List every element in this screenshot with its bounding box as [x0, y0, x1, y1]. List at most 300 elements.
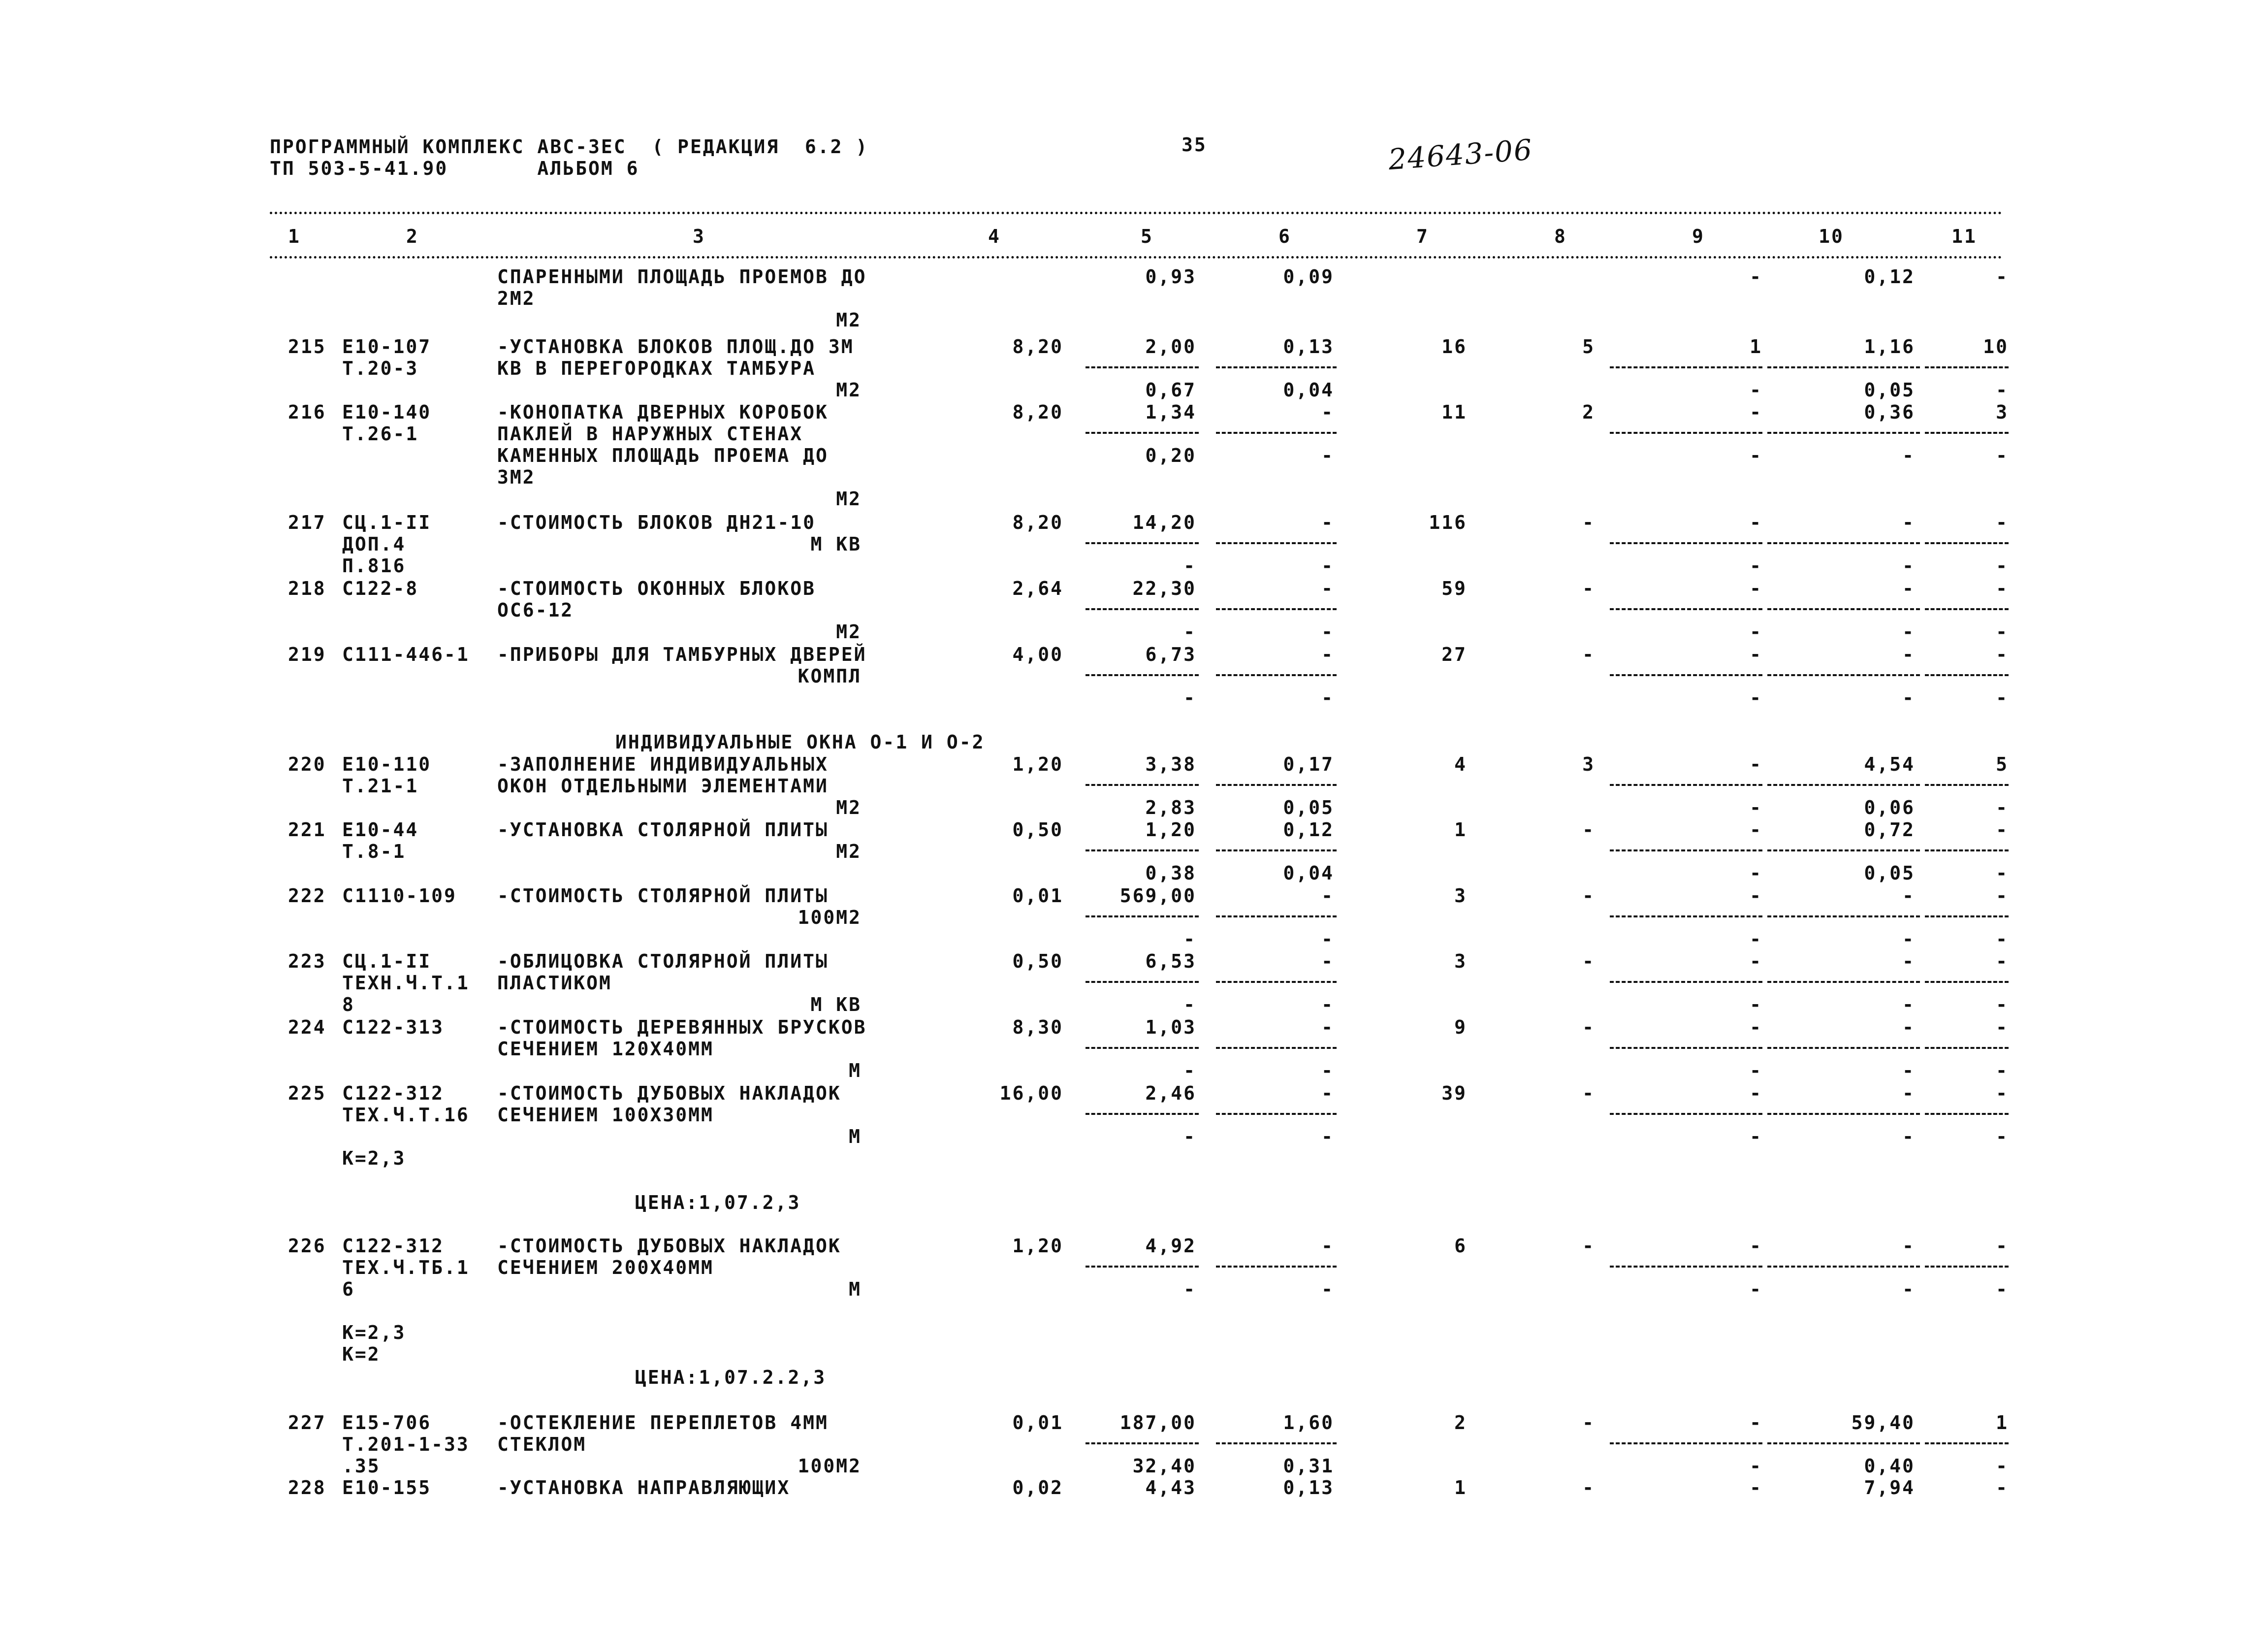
value-col-10-lower: - [1902, 1060, 1915, 1081]
page-number: 35 [1182, 134, 1207, 156]
entry-number: 221 [288, 819, 326, 841]
value-col-5: 569,00 [1119, 885, 1196, 907]
work-description: СТЕКЛОМ [497, 1434, 587, 1455]
value-col-5-lower: 0,20 [1145, 445, 1196, 466]
entry-number: 216 [288, 401, 326, 423]
value-col-10-lower: 0,05 [1864, 862, 1915, 884]
norm-code: Е10-110 [342, 753, 432, 775]
value-col-7: 16 [1441, 336, 1467, 358]
price-note: ЦЕНА:1,07.2.2,3 [635, 1367, 827, 1388]
value-col-10: - [1902, 1235, 1915, 1257]
value-col-9: - [1750, 1477, 1762, 1499]
value-col-7: 3 [1454, 950, 1467, 972]
work-description: ОС6-12 [497, 599, 574, 621]
value-col-7: 9 [1454, 1016, 1467, 1038]
value-col-10-lower: - [1902, 1126, 1915, 1147]
separator-col-5 [1086, 542, 1199, 544]
value-col-4: 4,00 [1012, 644, 1063, 665]
value-col-6: - [1321, 1016, 1334, 1038]
separator-col-10 [1767, 1266, 1920, 1268]
value-col-5-lower: 2,83 [1145, 797, 1196, 818]
value-col-4: 0,50 [1012, 819, 1063, 841]
value-col-5: 1,03 [1145, 1016, 1196, 1038]
value-col-9: - [1750, 401, 1762, 423]
section-title: ИНДИВИДУАЛЬНЫЕ ОКНА О-1 И О-2 [615, 731, 985, 753]
value-col-10: 0,36 [1864, 401, 1915, 423]
value-col-8: - [1582, 644, 1595, 665]
work-description: СЕЧЕНИЕМ 100Х30ММ [497, 1104, 714, 1126]
value-col-11: - [1996, 819, 2009, 841]
norm-code: ТЕХН.Ч.Т.1 [342, 972, 470, 994]
value-col-11: 10 [1983, 336, 2009, 358]
work-description: ПЛАСТИКОМ [497, 972, 612, 994]
value-col-5: 22,30 [1132, 578, 1196, 599]
separator-col-9 [1610, 1047, 1762, 1049]
value-col-7: 6 [1454, 1235, 1467, 1257]
separator-col-9 [1610, 366, 1762, 368]
separator-col-9 [1610, 608, 1762, 610]
separator-col-11 [1925, 542, 2009, 544]
value-col-6: - [1321, 1082, 1334, 1104]
value-col-9-lower: - [1750, 1060, 1762, 1081]
value-col-5: 1,20 [1145, 819, 1196, 841]
value-col-5-lower: - [1183, 621, 1196, 643]
value-col-11: - [1996, 950, 2009, 972]
norm-code: С122-8 [342, 578, 419, 599]
value-col-6-lower: 0,05 [1283, 797, 1334, 818]
value-col-5: 2,00 [1145, 336, 1196, 358]
unit: М КВ [810, 533, 862, 555]
separator-col-6 [1216, 1113, 1337, 1115]
separator-col-9 [1610, 981, 1762, 983]
separator-col-5 [1086, 915, 1199, 917]
norm-code: Т.201-1-33 [342, 1434, 470, 1455]
separator-col-10 [1767, 608, 1920, 610]
separator-col-9 [1610, 542, 1762, 544]
value-col-9: - [1750, 753, 1762, 775]
coefficient-note: К=2,3 [342, 1147, 406, 1169]
value-col-10: 7,94 [1864, 1477, 1915, 1499]
value-col-9-lower: - [1750, 1126, 1762, 1147]
value-col-10-lower: - [1902, 687, 1915, 709]
value-col-5-lower: - [1183, 1126, 1196, 1147]
norm-code: Е15-706 [342, 1412, 432, 1434]
separator-col-11 [1925, 981, 2009, 983]
separator-col-10 [1767, 366, 1920, 368]
separator-col-11 [1925, 608, 2009, 610]
column-header-11: 11 [1951, 226, 1977, 247]
separator-col-9 [1610, 915, 1762, 917]
work-description: -СТОИМОСТЬ ДУБОВЫХ НАКЛАДОК [497, 1235, 841, 1257]
separator-col-11 [1925, 432, 2009, 434]
value-col-7: 3 [1454, 885, 1467, 907]
value-col-5: 187,00 [1119, 1412, 1196, 1434]
separator-col-11 [1925, 1047, 2009, 1049]
unit: М [849, 1060, 862, 1081]
value-col-8: - [1582, 1412, 1595, 1434]
value-col-10: - [1902, 1016, 1915, 1038]
value-col-10: 0,12 [1864, 266, 1915, 288]
value-col-6: 1,60 [1283, 1412, 1334, 1434]
work-description: -ПРИБОРЫ ДЛЯ ТАМБУРНЫХ ДВЕРЕЙ [497, 644, 867, 665]
separator-col-10 [1767, 915, 1920, 917]
value-col-10: 0,72 [1864, 819, 1915, 841]
separator-col-9 [1610, 849, 1762, 851]
separator-col-10 [1767, 674, 1920, 676]
entry-number: 226 [288, 1235, 326, 1257]
coefficient-note: К=2,3 [342, 1322, 406, 1343]
value-col-9-lower: - [1750, 1278, 1762, 1300]
work-description: -КОНОПАТКА ДВЕРНЫХ КОРОБОК [497, 401, 829, 423]
value-col-6: 0,13 [1283, 1477, 1334, 1499]
norm-code: Е10-155 [342, 1477, 432, 1499]
value-col-10: - [1902, 512, 1915, 533]
value-col-5-lower: - [1183, 1060, 1196, 1081]
norm-code: Е10-140 [342, 401, 432, 423]
coefficient-note: К=2 [342, 1343, 381, 1365]
entry-number: 217 [288, 512, 326, 533]
value-col-5-lower: 0,67 [1145, 379, 1196, 401]
separator-col-11 [1925, 1266, 2009, 1268]
separator-col-6 [1216, 915, 1337, 917]
value-col-6-lower: - [1321, 687, 1334, 709]
work-description: КАМЕННЫХ ПЛОЩАДЬ ПРОЕМА ДО [497, 445, 829, 466]
value-col-4: 1,20 [1012, 753, 1063, 775]
unit: 100М2 [798, 1455, 862, 1477]
separator-col-5 [1086, 1047, 1199, 1049]
value-col-10-lower: - [1902, 994, 1915, 1015]
value-col-10: - [1902, 885, 1915, 907]
value-col-10-lower: 0,40 [1864, 1455, 1915, 1477]
value-col-10: - [1902, 644, 1915, 665]
work-description: ПАКЛЕЙ В НАРУЖНЫХ СТЕНАХ [497, 423, 803, 445]
value-col-11: 5 [1996, 753, 2009, 775]
value-col-6: - [1321, 1235, 1334, 1257]
column-header-5: 5 [1141, 226, 1153, 247]
value-col-8: - [1582, 950, 1595, 972]
column-header-9: 9 [1692, 226, 1705, 247]
separator-col-9 [1610, 784, 1762, 786]
unit: 100М2 [798, 907, 862, 928]
work-description: -УСТАНОВКА СТОЛЯРНОЙ ПЛИТЫ [497, 819, 829, 841]
value-col-6: 0,13 [1283, 336, 1334, 358]
work-description: 3М2 [497, 466, 536, 488]
value-col-10: - [1902, 578, 1915, 599]
value-col-11: - [1996, 1016, 2009, 1038]
value-col-9: 1 [1750, 336, 1762, 358]
value-col-9: - [1750, 950, 1762, 972]
unit: М [849, 1126, 862, 1147]
norm-code: ТЕХ.Ч.Т.16 [342, 1104, 470, 1126]
value-col-10-lower: 0,06 [1864, 797, 1915, 818]
norm-code: С122-313 [342, 1016, 445, 1038]
norm-code: СЦ.1-II [342, 950, 432, 972]
separator-col-6 [1216, 981, 1337, 983]
value-col-6-lower: 0,31 [1283, 1455, 1334, 1477]
value-col-11-lower: - [1996, 379, 2009, 401]
unit: М2 [836, 379, 862, 401]
value-col-11: - [1996, 1082, 2009, 1104]
value-col-5: 1,34 [1145, 401, 1196, 423]
value-col-5-lower: - [1183, 928, 1196, 950]
value-col-5-lower: - [1183, 555, 1196, 577]
unit: М КВ [810, 994, 862, 1015]
norm-code: С111-446-1 [342, 644, 470, 665]
value-col-5: 2,46 [1145, 1082, 1196, 1104]
value-col-5: 4,92 [1145, 1235, 1196, 1257]
value-col-8: - [1582, 885, 1595, 907]
separator-col-5 [1086, 784, 1199, 786]
work-description: -ЗАПОЛНЕНИЕ ИНДИВИДУАЛЬНЫХ [497, 753, 829, 775]
work-description: -ОСТЕКЛЕНИЕ ПЕРЕПЛЕТОВ 4ММ [497, 1412, 829, 1434]
separator-col-11 [1925, 915, 2009, 917]
work-description: -ОБЛИЦОВКА СТОЛЯРНОЙ ПЛИТЫ [497, 950, 829, 972]
value-col-6-lower: 0,04 [1283, 379, 1334, 401]
value-col-11: - [1996, 512, 2009, 533]
separator-col-6 [1216, 674, 1337, 676]
work-description: 2М2 [497, 288, 536, 309]
work-description: -СТОИМОСТЬ ДЕРЕВЯННЫХ БРУСКОВ [497, 1016, 867, 1038]
separator-col-5 [1086, 366, 1199, 368]
separator-col-10 [1767, 849, 1920, 851]
separator-col-9 [1610, 432, 1762, 434]
value-col-9-lower: - [1750, 928, 1762, 950]
value-col-4: 0,50 [1012, 950, 1063, 972]
value-col-6: 0,09 [1283, 266, 1334, 288]
work-description: СЕЧЕНИЕМ 200Х40ММ [497, 1257, 714, 1278]
value-col-7: 1 [1454, 819, 1467, 841]
value-col-6: - [1321, 644, 1334, 665]
separator-col-10 [1767, 1047, 1920, 1049]
work-description: СЕЧЕНИЕМ 120Х40ММ [497, 1038, 714, 1060]
value-col-11-lower: - [1996, 1126, 2009, 1147]
unit: М2 [836, 841, 862, 862]
norm-code: С1110-109 [342, 885, 457, 907]
value-col-11: - [1996, 644, 2009, 665]
value-col-10: 59,40 [1851, 1412, 1915, 1434]
unit: М [849, 1278, 862, 1300]
value-col-6: - [1321, 578, 1334, 599]
value-col-4: 0,01 [1012, 885, 1063, 907]
entry-number: 219 [288, 644, 326, 665]
value-col-10: - [1902, 1082, 1915, 1104]
value-col-4: 0,02 [1012, 1477, 1063, 1499]
column-header-3: 3 [693, 226, 705, 247]
value-col-10-lower: - [1902, 445, 1915, 466]
value-col-9: - [1750, 1235, 1762, 1257]
separator-col-5 [1086, 1442, 1199, 1444]
separator-col-5 [1086, 1113, 1199, 1115]
value-col-6-lower: - [1321, 1126, 1334, 1147]
separator-col-5 [1086, 1266, 1199, 1268]
value-col-7: 1 [1454, 1477, 1467, 1499]
separator-col-5 [1086, 849, 1199, 851]
work-description: ОКОН ОТДЕЛЬНЫМИ ЭЛЕМЕНТАМИ [497, 775, 829, 797]
value-col-4: 8,30 [1012, 1016, 1063, 1038]
separator-col-9 [1610, 1266, 1762, 1268]
separator-col-5 [1086, 981, 1199, 983]
value-col-8: - [1582, 578, 1595, 599]
value-col-4: 16,00 [999, 1082, 1063, 1104]
separator-col-9 [1610, 1442, 1762, 1444]
value-col-11-lower: - [1996, 994, 2009, 1015]
value-col-11-lower: - [1996, 1060, 2009, 1081]
value-col-5-lower: 32,40 [1132, 1455, 1196, 1477]
handwritten-code: 24643-06 [1387, 132, 1534, 177]
value-col-10: - [1902, 950, 1915, 972]
value-col-11-lower: - [1996, 928, 2009, 950]
value-col-4: 8,20 [1012, 401, 1063, 423]
separator-col-6 [1216, 849, 1337, 851]
work-description: -УСТАНОВКА БЛОКОВ ПЛОЩ.ДО 3М [497, 336, 854, 358]
value-col-9: - [1750, 1412, 1762, 1434]
separator-col-10 [1767, 784, 1920, 786]
work-description: -СТОИМОСТЬ СТОЛЯРНОЙ ПЛИТЫ [497, 885, 829, 907]
value-col-9-lower: - [1750, 862, 1762, 884]
norm-code: Е10-107 [342, 336, 432, 358]
value-col-9: - [1750, 1082, 1762, 1104]
separator-col-6 [1216, 366, 1337, 368]
value-col-4: 2,64 [1012, 578, 1063, 599]
value-col-9-lower: - [1750, 994, 1762, 1015]
value-col-8: - [1582, 1016, 1595, 1038]
norm-code: Т.20-3 [342, 358, 419, 379]
entry-number: 227 [288, 1412, 326, 1434]
separator-col-6 [1216, 608, 1337, 610]
value-col-11-lower: - [1996, 797, 2009, 818]
column-header-7: 7 [1416, 226, 1429, 247]
price-note: ЦЕНА:1,07.2,3 [635, 1192, 801, 1213]
entry-number: 223 [288, 950, 326, 972]
entry-number: 228 [288, 1477, 326, 1499]
value-col-4: 8,20 [1012, 336, 1063, 358]
value-col-5-lower: - [1183, 1278, 1196, 1300]
value-col-7: 59 [1441, 578, 1467, 599]
value-col-10-lower: - [1902, 621, 1915, 643]
value-col-9-lower: - [1750, 1455, 1762, 1477]
separator-col-6 [1216, 1266, 1337, 1268]
value-col-9: - [1750, 1016, 1762, 1038]
value-col-11-lower: - [1996, 862, 2009, 884]
value-col-8: - [1582, 512, 1595, 533]
value-col-9: - [1750, 644, 1762, 665]
column-header-4: 4 [988, 226, 1001, 247]
separator-col-5 [1086, 608, 1199, 610]
value-col-8: - [1582, 1477, 1595, 1499]
separator-col-11 [1925, 366, 2009, 368]
value-col-10-lower: 0,05 [1864, 379, 1915, 401]
value-col-6-lower: - [1321, 621, 1334, 643]
value-col-11: - [1996, 1477, 2009, 1499]
separator-col-10 [1767, 1442, 1920, 1444]
value-col-11: - [1996, 1235, 2009, 1257]
entry-number: 224 [288, 1016, 326, 1038]
separator-col-10 [1767, 542, 1920, 544]
value-col-7: 116 [1429, 512, 1467, 533]
column-header-8: 8 [1554, 226, 1567, 247]
value-col-6-lower: - [1321, 994, 1334, 1015]
value-col-6: 0,12 [1283, 819, 1334, 841]
value-col-5: 3,38 [1145, 753, 1196, 775]
separator-col-9 [1610, 674, 1762, 676]
value-col-11-lower: - [1996, 687, 2009, 709]
value-col-5: 4,43 [1145, 1477, 1196, 1499]
value-col-9-lower: - [1750, 797, 1762, 818]
column-header-6: 6 [1278, 226, 1291, 247]
column-header-1: 1 [288, 226, 301, 247]
value-col-5: 0,93 [1145, 266, 1196, 288]
value-col-9-lower: - [1750, 555, 1762, 577]
value-col-7: 4 [1454, 753, 1467, 775]
value-col-8: 3 [1582, 753, 1595, 775]
column-header-2: 2 [406, 226, 419, 247]
value-col-4: 1,20 [1012, 1235, 1063, 1257]
separator-col-10 [1767, 1113, 1920, 1115]
separator-col-9 [1610, 1113, 1762, 1115]
header-line-2: ТП 503-5-41.90 АЛЬБОМ 6 [270, 158, 639, 179]
header-rule-bottom [270, 256, 2003, 259]
value-col-5: 14,20 [1132, 512, 1196, 533]
separator-col-11 [1925, 1442, 2009, 1444]
separator-col-11 [1925, 784, 2009, 786]
work-description: -СТОИМОСТЬ БЛОКОВ ДН21-10 [497, 512, 816, 533]
norm-code: Т.8-1 [342, 841, 406, 862]
work-description: -СТОИМОСТЬ ОКОННЫХ БЛОКОВ [497, 578, 816, 599]
value-col-11-lower: - [1996, 1455, 2009, 1477]
value-col-11: 3 [1996, 401, 2009, 423]
norm-code: Т.26-1 [342, 423, 419, 445]
value-col-9: - [1750, 512, 1762, 533]
header-line-1: ПРОГРАММНЫЙ КОМПЛЕКС АВС-3ЕС ( РЕДАКЦИЯ 6.2 ) [270, 136, 869, 158]
value-col-10-lower: - [1902, 928, 1915, 950]
value-col-9: - [1750, 819, 1762, 841]
value-col-6: 0,17 [1283, 753, 1334, 775]
value-col-10: 1,16 [1864, 336, 1915, 358]
unit: М2 [836, 621, 862, 643]
value-col-10-lower: - [1902, 555, 1915, 577]
value-col-6-lower: - [1321, 555, 1334, 577]
header-rule-top [270, 212, 2003, 214]
norm-code: .35 [342, 1455, 381, 1477]
value-col-6: - [1321, 512, 1334, 533]
value-col-6-lower: - [1321, 445, 1334, 466]
work-description: КВ В ПЕРЕГОРОДКАХ ТАМБУРА [497, 358, 816, 379]
value-col-5-lower: - [1183, 994, 1196, 1015]
value-col-10-lower: - [1902, 1278, 1915, 1300]
norm-code: 8 [342, 994, 355, 1015]
unit: М2 [836, 309, 862, 331]
separator-col-6 [1216, 1047, 1337, 1049]
value-col-9: - [1750, 578, 1762, 599]
value-col-5: 6,53 [1145, 950, 1196, 972]
separator-col-6 [1216, 542, 1337, 544]
value-col-6: - [1321, 885, 1334, 907]
norm-code: П.816 [342, 555, 406, 577]
separator-col-6 [1216, 432, 1337, 434]
value-col-9: - [1750, 266, 1762, 288]
work-description: СПАРЕННЫМИ ПЛОЩАДЬ ПРОЕМОВ ДО [497, 266, 867, 288]
value-col-5-lower: - [1183, 687, 1196, 709]
value-col-11: 1 [1996, 1412, 2009, 1434]
separator-col-11 [1925, 849, 2009, 851]
separator-col-6 [1216, 784, 1337, 786]
value-col-5-lower: 0,38 [1145, 862, 1196, 884]
separator-col-5 [1086, 432, 1199, 434]
value-col-6-lower: 0,04 [1283, 862, 1334, 884]
norm-code: С122-312 [342, 1082, 445, 1104]
entry-number: 220 [288, 753, 326, 775]
separator-col-5 [1086, 674, 1199, 676]
